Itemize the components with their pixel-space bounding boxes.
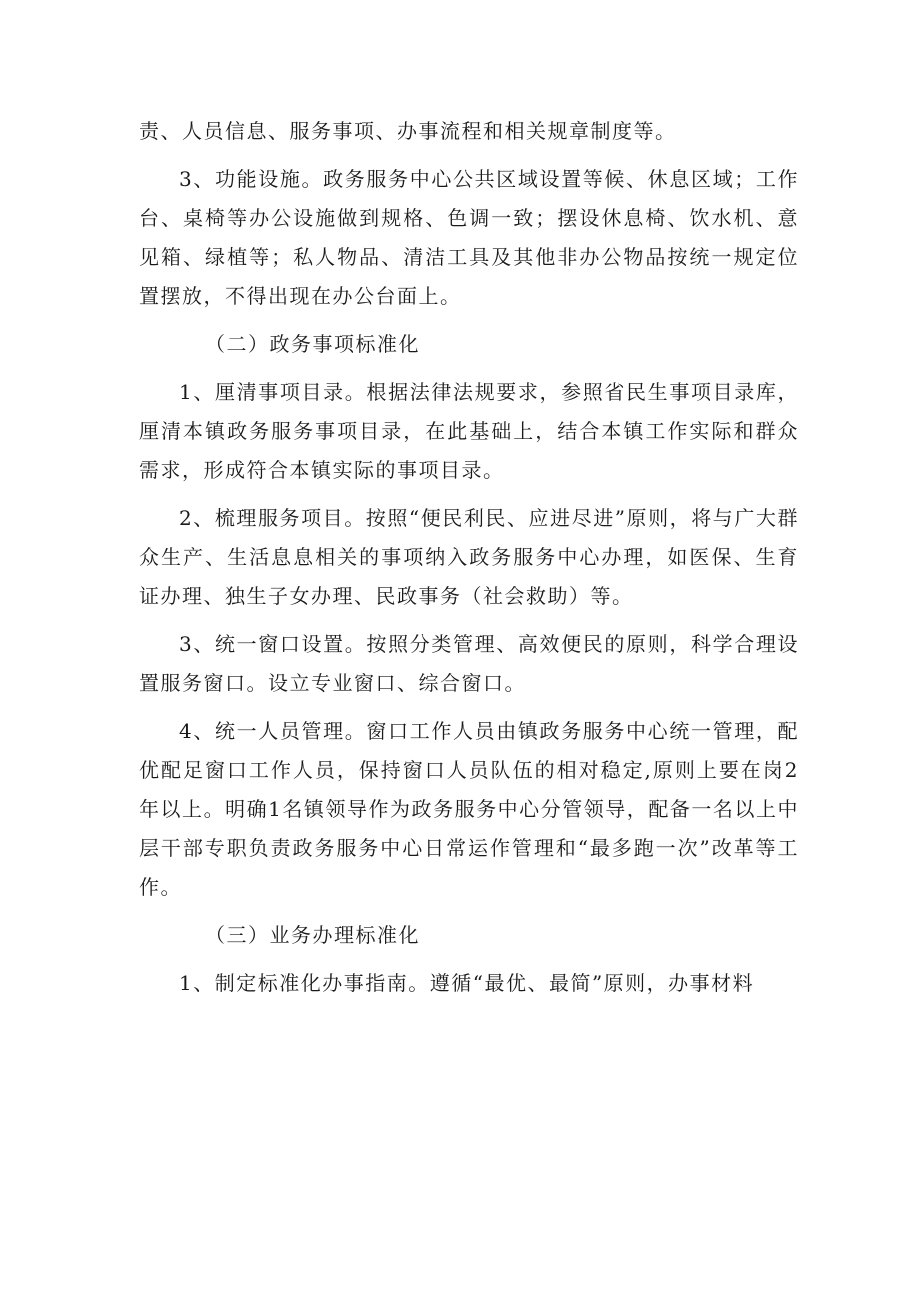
paragraph-windows: 3、统一窗口设置。按照分类管理、高效便民的原则，科学合理设置服务窗口。设立专业窗口、综合窗口。 bbox=[139, 632, 799, 695]
section-heading-2: （二）政务事项标准化 bbox=[205, 332, 420, 356]
paragraph-continued: 责、人员信息、服务事项、办事流程和相关规章制度等。 bbox=[139, 119, 677, 143]
paragraph-facilities: 3、功能设施。政务服务中心公共区域设置等候、休息区域；工作台、桌椅等办公设施做到规格、色调一致；摆设休息椅、饮水机、意见箱、绿植等；私人物品、清洁工具及其他非办公物品按统一规定位置摆放，不得出现在办公台面上。 bbox=[139, 167, 799, 308]
paragraph-catalog: 1、厘清事项目录。根据法律法规要求，参照省民生事项目录库，厘清本镇政务服务事项目录，在此基础上，结合本镇工作实际和群众需求，形成符合本镇实际的事项目录。 bbox=[139, 380, 799, 482]
document-body bbox=[139, 112, 799, 1012]
paragraph-services: 2、梳理服务项目。按照“便民利民、应进尽进”原则，将与广大群众生产、生活息息相关的事项纳入政务服务中心办理，如医保、生育证办理、独生子女办理、民政事务（社会救助）等。 bbox=[139, 506, 799, 608]
section-heading-3: （三）业务办理标准化 bbox=[205, 923, 420, 947]
paragraph-guide: 1、制定标准化办事指南。遵循“最优、最简”原则，办事材料 bbox=[179, 971, 755, 995]
paragraph-staff: 4、统一人员管理。窗口工作人员由镇政务服务中心统一管理，配优配足窗口工作人员，保持窗口人员队伍的相对稳定,原则上要在岗2年以上。明确1名镇领导作为政务服务中心分管领导，配备一名以上中层干部专职负责政务服务中心日常运作管理和“最多跑一次”改革等工作。 bbox=[139, 719, 799, 899]
